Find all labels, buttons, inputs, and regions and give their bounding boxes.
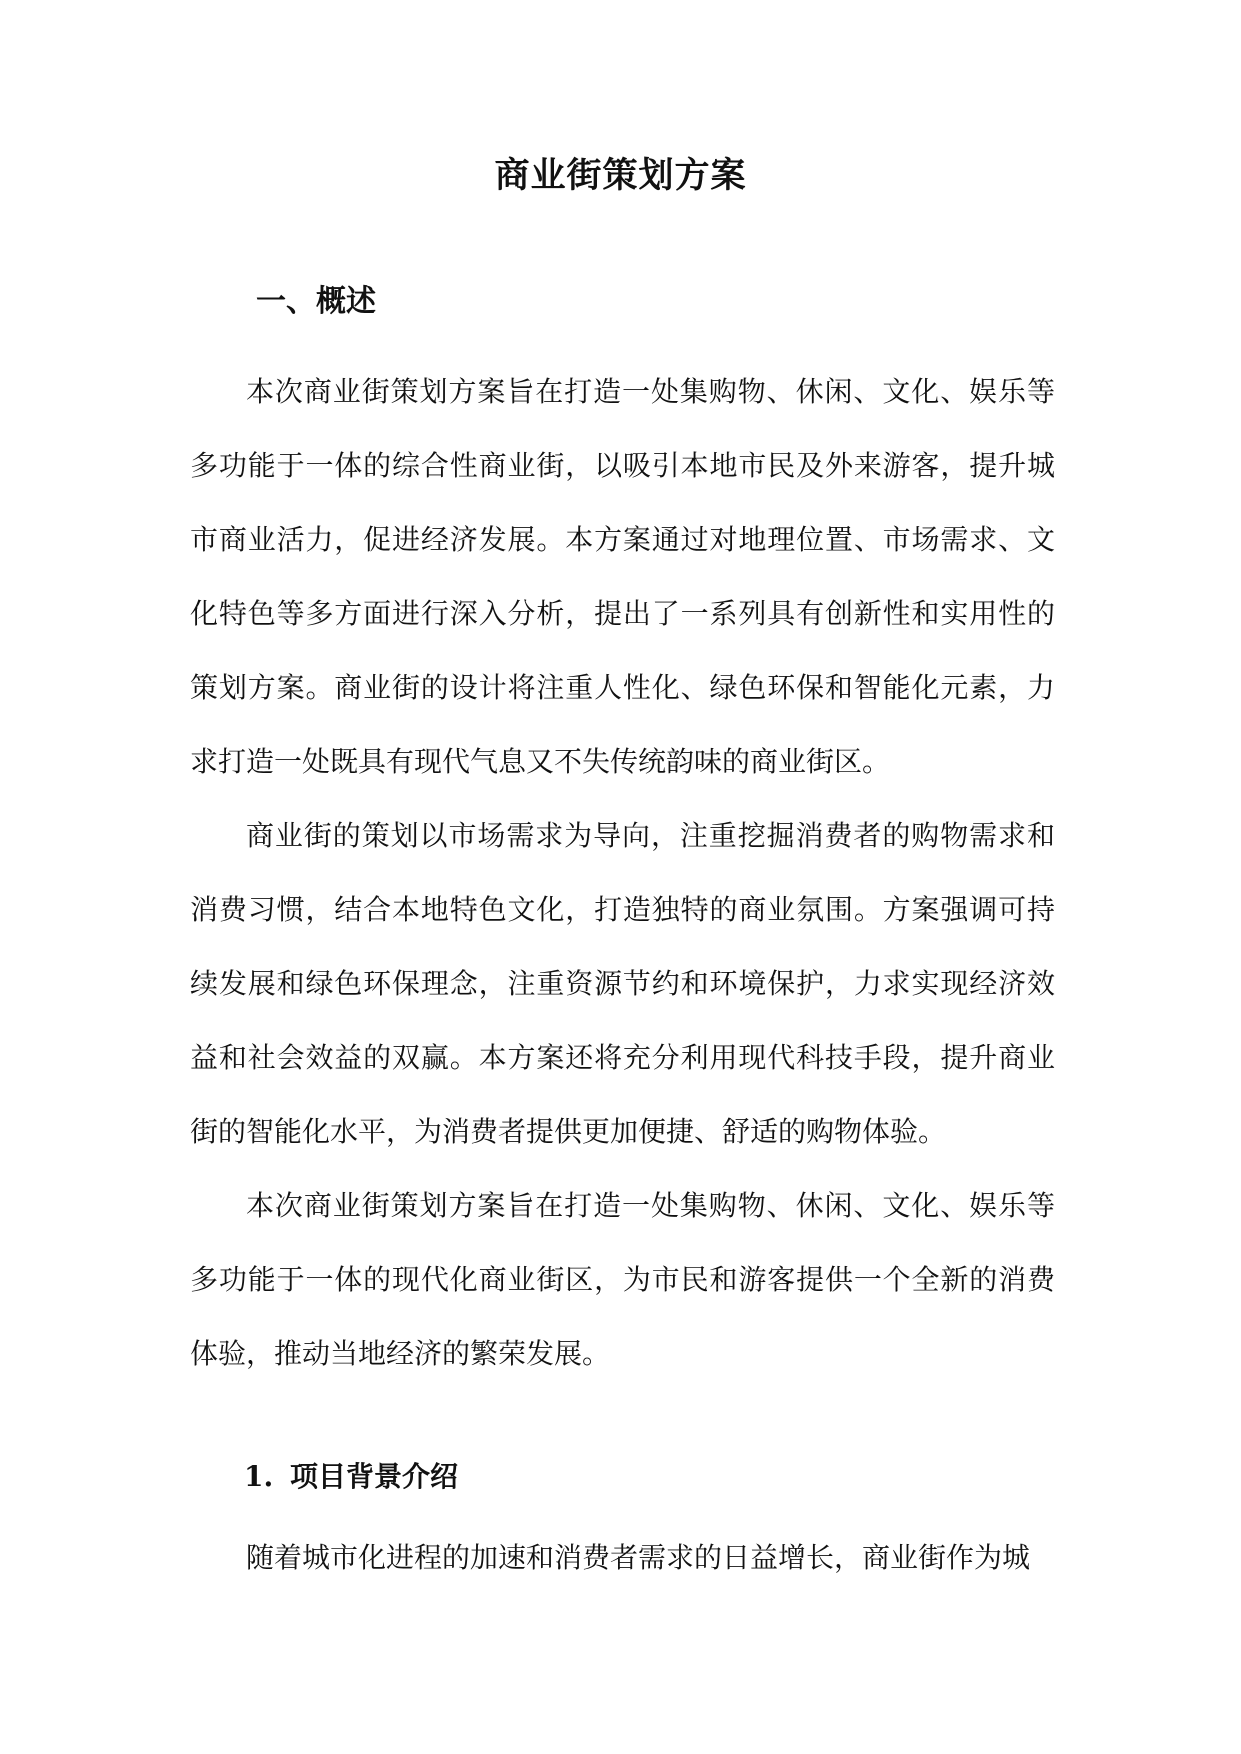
subsection-heading-project-background [244, 1453, 458, 1501]
overview-paragraph-1: 本次商业街策划方案旨在打造一处集购物、休闲、文化、娱乐等多功能于一体的综合性商业街，以吸引本地市民及外来游客，提升城市商业活力，促进经济发展。本方案通过对地理位置、市场需求、文化特色等多方面进行深入分析，提出了一系列具有创新性和实用性的策划方案。商业街的设计将注重人性化、绿色环保和智能化元素，力求打造一处既具有现代气息又不失传统韵味的商业街区。 [190, 375, 1055, 778]
project-background-paragraph-1: 随着城市化进程的加速和消费者需求的日益增长，商业街作为城 [246, 1541, 1031, 1574]
section-heading-overview: 一、概述 [256, 284, 376, 319]
subsection-title: 项目背景介绍 [290, 1460, 459, 1493]
document-title: 商业街策划方案 [494, 155, 747, 196]
overview-paragraph-2: 商业街的策划以市场需求为导向，注重挖掘消费者的购物需求和消费习惯，结合本地特色文化，打造独特的商业氛围。方案强调可持续发展和绿色环保理念，注重资源节约和环境保护，力求实现经济效益和社会效益的双赢。本方案还将充分利用现代科技手段，提升商业街的智能化水平，为消费者提供更加便捷、舒适的购物体验。 [190, 819, 1055, 1148]
overview-paragraph-3: 本次商业街策划方案旨在打造一处集购物、休闲、文化、娱乐等多功能于一体的现代化商业街区，为市民和游客提供一个全新的消费体验，推动当地经济的繁荣发展。 [190, 1189, 1055, 1370]
subsection-number: 1. [244, 1460, 274, 1493]
